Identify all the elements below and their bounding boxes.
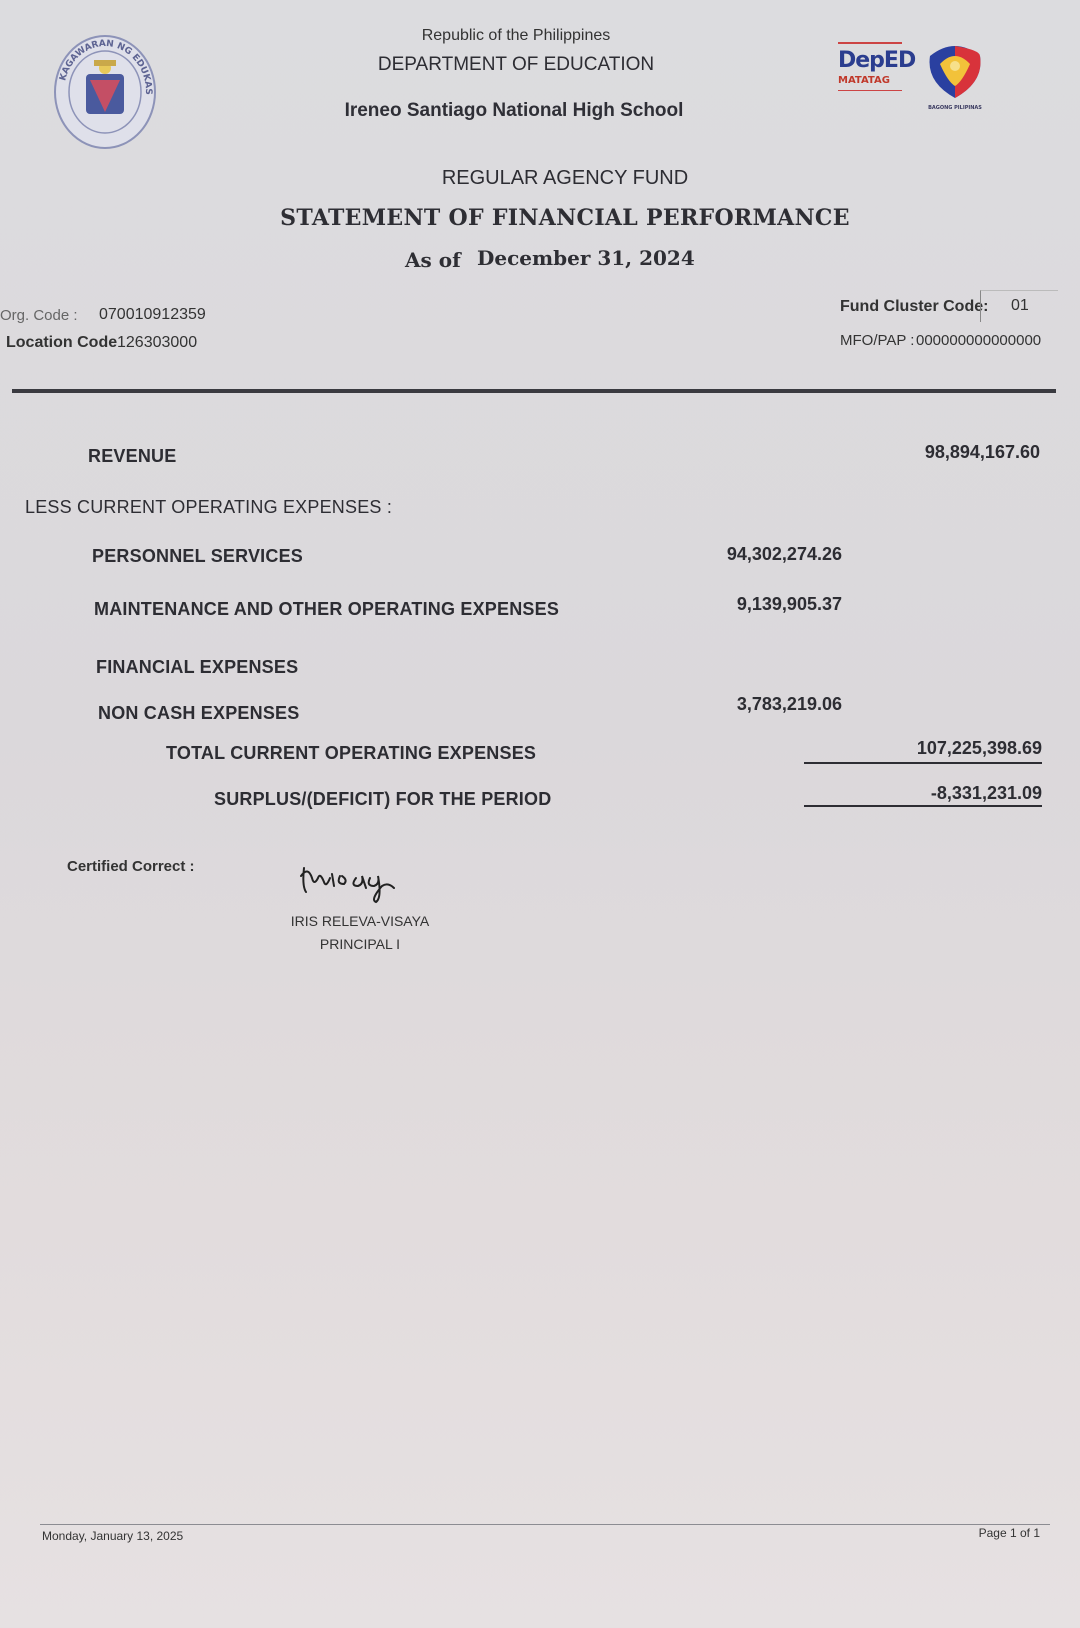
bagong-pilipinas-logo: BAGONG PILIPINAS xyxy=(922,42,988,112)
deped-seal xyxy=(50,28,160,152)
signatory-name: IRIS RELEVA-VISAYA xyxy=(290,913,430,929)
statement-title: STATEMENT OF FINANCIAL PERFORMANCE xyxy=(280,205,850,231)
surplus-label: SURPLUS/(DEFICIT) FOR THE PERIOD xyxy=(214,789,552,809)
fund-cluster-label: Fund Cluster Code: xyxy=(840,298,989,315)
financial-expenses-label: FINANCIAL EXPENSES xyxy=(96,657,299,677)
noncash-value: 3,783,219.06 xyxy=(736,694,842,714)
republic-line: Republic of the Philippines xyxy=(421,27,611,44)
as-of-date: December 31, 2024 xyxy=(477,246,695,270)
total-expenses-label: TOTAL CURRENT OPERATING EXPENSES xyxy=(166,743,537,763)
footer-divider xyxy=(40,1524,1050,1525)
mooe-label: MAINTENANCE AND OTHER OPERATING EXPENSES xyxy=(94,599,560,619)
school-name: Ireneo Santiago National High School xyxy=(344,100,684,121)
signature xyxy=(296,856,416,906)
noncash-label: NON CASH EXPENSES xyxy=(98,703,300,723)
personnel-label: PERSONNEL SERVICES xyxy=(92,546,303,566)
total-underline xyxy=(804,762,1042,764)
location-code-label: Location Code xyxy=(6,334,118,351)
less-expenses-label: LESS CURRENT OPERATING EXPENSES : xyxy=(25,497,393,517)
as-of-label: As of xyxy=(405,248,461,272)
revenue-label: REVENUE xyxy=(88,446,177,466)
org-code-label: Org. Code : xyxy=(0,307,78,324)
deped-logo: DepED MATATAG xyxy=(838,42,904,112)
mfo-pap-label: MFO/PAP : xyxy=(840,332,915,349)
certified-correct-label: Certified Correct : xyxy=(67,858,195,875)
footer-page: Page 1 of 1 xyxy=(978,1526,1040,1540)
fund-title: REGULAR AGENCY FUND xyxy=(441,167,689,189)
surplus-underline xyxy=(804,805,1042,807)
surplus-value: -8,331,231.09 xyxy=(930,783,1042,803)
location-code-value: 126303000 xyxy=(117,334,198,351)
mfo-pap-value: 000000000000000 xyxy=(916,332,1042,349)
department-line: DEPARTMENT OF EDUCATION xyxy=(377,54,655,75)
footer-date: Monday, January 13, 2025 xyxy=(42,1529,184,1543)
signatory-position: PRINCIPAL I xyxy=(319,936,401,952)
org-code-value: 070010912359 xyxy=(99,306,206,323)
total-expenses-value: 107,225,398.69 xyxy=(916,738,1042,758)
header-divider xyxy=(12,389,1056,393)
revenue-value: 98,894,167.60 xyxy=(924,442,1040,462)
mooe-value: 9,139,905.37 xyxy=(736,594,842,614)
fund-cluster-box xyxy=(980,290,1058,322)
svg-text:KAGAWARAN NG EDUKASYON: KAGAWARAN NG EDUKAS xyxy=(58,38,154,95)
fund-cluster-value: 01 xyxy=(1011,297,1029,314)
personnel-value: 94,302,274.26 xyxy=(726,544,842,564)
